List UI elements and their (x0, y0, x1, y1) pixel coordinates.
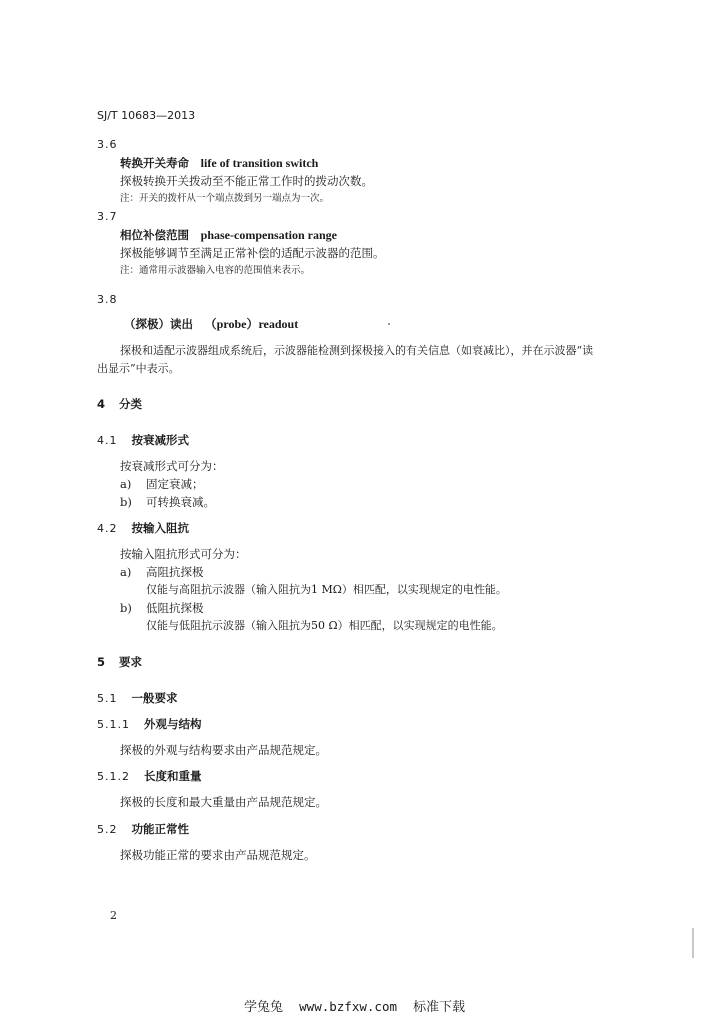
watermark-site: 学兔兔 (244, 1000, 284, 1015)
scan-mark (692, 928, 694, 958)
text-5-2: 探极功能正常的要求由产品规范规定。 (120, 848, 316, 862)
list-marker: b) (120, 601, 132, 615)
watermark (244, 996, 465, 1015)
section-number: 5.2 (97, 823, 118, 836)
section-5-1-1-heading (97, 716, 202, 733)
list-item-detail: 仅能与高阻抗示波器（输入阻抗为1 MΩ）相匹配，以实现规定的电性能。 (146, 583, 507, 596)
section-number: 4.2 (97, 522, 118, 535)
section-title: 按衰减形式 (131, 433, 190, 447)
term-en: phase-compensation range (200, 228, 337, 242)
term-3-7 (120, 227, 337, 243)
note-3-6: 注：开关的拨杆从一个端点拨到另一端点为一次。 (120, 193, 330, 204)
term-zh: 转换开关寿命 (120, 156, 189, 170)
list-text: 固定衰减； (146, 477, 204, 491)
section-number-3-6: 3.6 (97, 138, 118, 151)
term-3-8 (124, 316, 298, 332)
scan-dot (388, 323, 390, 325)
section-5-1-2-heading (97, 768, 202, 785)
list-text: 低阻抗探极 (146, 601, 204, 615)
section-title: 一般要求 (131, 691, 178, 705)
section-4-2-heading (97, 520, 189, 537)
definition-3-8-line1: 探极和适配示波器组成系统后，示波器能检测到探极接入的有关信息（如衰减比），并在示波器“读 (120, 344, 594, 357)
section-number: 5.1 (97, 692, 118, 705)
section-number-3-7: 3.7 (97, 210, 118, 223)
note-3-7: 注：通常用示波器输入电容的范围值来表示。 (120, 265, 311, 276)
text-5-1-2: 探极的长度和最大重量由产品规范规定。 (120, 795, 327, 809)
term-zh: 相位补偿范围 (120, 228, 189, 242)
term-zh: （探极）读出 (124, 317, 193, 331)
section-title: 功能正常性 (131, 822, 190, 836)
list-item (120, 600, 204, 616)
section-title: 按输入阻抗 (131, 521, 190, 535)
term-en: （probe）readout (204, 317, 299, 331)
doc-number: SJ/T 10683—2013 (97, 109, 196, 122)
chapter-title: 分类 (119, 397, 143, 411)
term-3-6 (120, 155, 318, 171)
page-number: 2 (110, 909, 117, 922)
section-number: 5.1.2 (97, 770, 130, 783)
definition-3-6: 探极转换开关拨动至不能正常工作时的拨动次数。 (120, 174, 373, 188)
text-5-1-1: 探极的外观与结构要求由产品规范规定。 (120, 743, 327, 757)
list-marker: b) (120, 495, 132, 509)
list-text: 高阻抗探极 (146, 565, 204, 579)
chapter-title: 要求 (119, 655, 143, 669)
list-item (120, 476, 204, 492)
list-marker: a) (120, 565, 132, 579)
chapter-5-heading (97, 654, 142, 670)
section-title: 外观与结构 (144, 717, 202, 731)
term-en: life of transition switch (200, 156, 319, 170)
chapter-number: 4 (97, 397, 106, 411)
watermark-tagline: 标准下载 (413, 1000, 466, 1015)
definition-3-7: 探极能够调节至满足正常补偿的适配示波器的范围。 (120, 246, 385, 260)
list-item (120, 564, 204, 580)
section-5-1-heading (97, 690, 178, 707)
section-5-2-heading (97, 821, 189, 838)
section-number-3-8: 3.8 (97, 293, 118, 306)
section-number: 5.1.1 (97, 718, 130, 731)
intro-4-2: 按输入阻抗形式可分为： (120, 547, 247, 561)
list-marker: a) (120, 477, 132, 491)
list-item (120, 494, 215, 510)
chapter-4-heading (97, 396, 142, 412)
definition-3-8-line2: 出显示”中表示。 (97, 362, 180, 375)
section-4-1-heading (97, 432, 189, 449)
section-number: 4.1 (97, 434, 118, 447)
list-item-detail: 仅能与低阻抗示波器（输入阻抗为50 Ω）相匹配，以实现规定的电性能。 (146, 619, 503, 632)
list-text: 可转换衰减。 (146, 495, 215, 509)
watermark-url: www.bzfxw.com (299, 999, 397, 1014)
chapter-number: 5 (97, 655, 106, 669)
section-title: 长度和重量 (144, 769, 202, 783)
intro-4-1: 按衰减形式可分为： (120, 459, 224, 473)
